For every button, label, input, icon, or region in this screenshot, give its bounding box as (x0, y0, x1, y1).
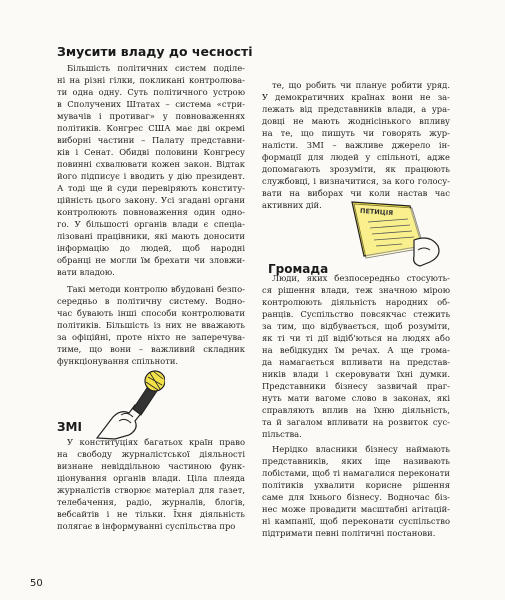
text-line: ціонування органів влади. Ціла плеяда (57, 473, 245, 483)
text-line: саме для їхнього бізнесу. Водночас біз- (262, 492, 450, 502)
text-line: та й загалом впливати на розвиток сус- (262, 417, 450, 427)
petition-label: ПЕТИЦІЯ (359, 206, 394, 218)
text-line: ся рішення влади, теж значною мірою (262, 285, 450, 295)
text-line: ків і Сенат. Обидві половини Конгресу (57, 147, 245, 157)
text-line: контролюють діяльність народних об- (262, 297, 450, 307)
text-line: представників, яких іще називають (262, 456, 450, 466)
text-line: ранців. Суспільство повсякчас стежить (262, 309, 450, 319)
text-line: на те, що пишуть чи говорять жур- (262, 128, 450, 138)
text-line: політиків. Конгрес США має дві окремі (57, 123, 245, 133)
paragraph-media-role (262, 79, 450, 211)
paragraph-other-control-methods (57, 283, 245, 367)
section-heading-community: Громада (268, 262, 329, 276)
page-number: 50 (30, 578, 43, 589)
text-line: нуть мати вагоме слово в законах, які (262, 393, 450, 403)
text-line: лізовані працівники, які мають доносити (57, 231, 245, 241)
text-line: Більшість політичних систем поділе- (67, 63, 245, 73)
microphone-hand-icon (95, 365, 165, 440)
text-line: Нерідко власники бізнесу наймають (272, 444, 450, 454)
text-line: контролюють повноваження один одно- (57, 207, 245, 217)
text-line: да намагається впливати на представ- (262, 357, 450, 367)
text-line: Такі методи контролю вбудовані безпо- (67, 284, 245, 294)
text-line: політиків ухвалити корисне рішення (262, 480, 450, 490)
text-line: Представники бізнесу зазвичай праг- (262, 381, 450, 391)
paragraph-checks-and-balances (57, 62, 245, 278)
text-line: налісти. ЗМІ – важливе джерело ін- (262, 140, 450, 150)
text-line: ційність цього закону. Усі згадані органи (57, 195, 245, 205)
text-line: середньо в політичну систему. Водно- (57, 296, 245, 306)
text-line: підтримати певні політичні постанови. (262, 528, 436, 538)
text-line: те, що робить чи планує робити уряд. (272, 80, 450, 90)
text-line: А тоді ще й суди перевіряють конститу- (57, 183, 245, 193)
text-line: тиме, що вони – важливий складник (57, 344, 245, 354)
paragraph-lobbyists (262, 443, 450, 539)
text-line: як ті чи ті дії відіб'ються на людях або (262, 333, 450, 343)
text-line: журналістів створює матеріал для газет, (57, 485, 245, 495)
text-line: вати владою. (57, 267, 115, 277)
text-line: лобістами, щоб ті намагалися переконати (262, 468, 450, 478)
text-line: ників влади і скеровувати їхні думки. (262, 369, 450, 379)
text-line: го. У більшості органів влади є спеціа- (57, 219, 245, 229)
text-line: функціонування спільноти. (57, 356, 179, 366)
text-line: службовці, і визначитися, за кого голосу- (262, 176, 450, 186)
text-line: політиків. Більшість із них не вважають (57, 320, 245, 330)
text-line: в Сполучених Штатах – система «стри- (57, 99, 245, 109)
text-line: лежать від представників влади, а ура- (262, 104, 450, 114)
petition-hand-icon (330, 200, 445, 270)
text-line: активних дій. (262, 200, 322, 210)
text-line: вебсайтів і не тільки. Їхня діяльність (57, 509, 245, 519)
text-line: виборні частини – Палату представни- (57, 135, 245, 145)
section-heading-honesty: Змусити владу до чесності (57, 44, 253, 59)
section-heading-media: ЗМІ (57, 420, 82, 434)
paragraph-press-freedom (57, 436, 245, 532)
text-line: за офіційні, проте ніхто не заперечува- (57, 332, 245, 342)
paragraph-community-control (262, 272, 450, 440)
text-line: У демократичних країнах вони не за- (262, 92, 450, 102)
text-line: довці не мають жоднісінького впливу (262, 116, 450, 126)
text-line: Люди, яких безпосередньо стосують- (272, 273, 450, 283)
text-line: пільства. (262, 429, 302, 439)
text-line: У конституціях багатьох країн право (67, 437, 245, 447)
text-line: повинні схвалювати кожен закон. Відтак (57, 159, 245, 169)
text-line: формації для людей у спільноті, адже (262, 152, 450, 162)
text-line: вати на виборах чи коли настав час (262, 188, 450, 198)
text-line: мувачів і противаг» у повноваженнях (57, 111, 245, 121)
text-line: обранці не могли їм брехати чи зловжи- (57, 255, 245, 265)
text-line: допомагають зрозуміти, як працюють (262, 164, 450, 174)
text-line: визнане невіддільною частиною функ- (57, 461, 245, 471)
text-line: час бувають інші способи контролювати (57, 308, 245, 318)
text-line: ні кампанії, щоб переконати суспільство (262, 516, 450, 526)
text-line: за тим, що відбувається, щоб розуміти, (262, 321, 450, 331)
text-line: телебачення, радіо, журналів, блогів, (57, 497, 245, 507)
text-line: справляють вплив на їхню діяльність, (262, 405, 450, 415)
text-line: на вебідкуднх їм речах. А ще грома- (262, 345, 450, 355)
text-line: ні на різні гілки, покликані контролюва- (57, 75, 245, 85)
text-line: інформацію до людей, щоб народні (57, 243, 245, 253)
text-line: полягає в інформуванні суспільства про (57, 521, 236, 531)
text-line: на свободу журналістської діяльності (57, 449, 245, 459)
text-line: нес може провадити масштабні агітацій- (262, 504, 450, 514)
text-line: його підписує і вводить у дію президент. (57, 171, 245, 181)
text-line: ти одна одну. Суть політичного устрою (57, 87, 245, 97)
